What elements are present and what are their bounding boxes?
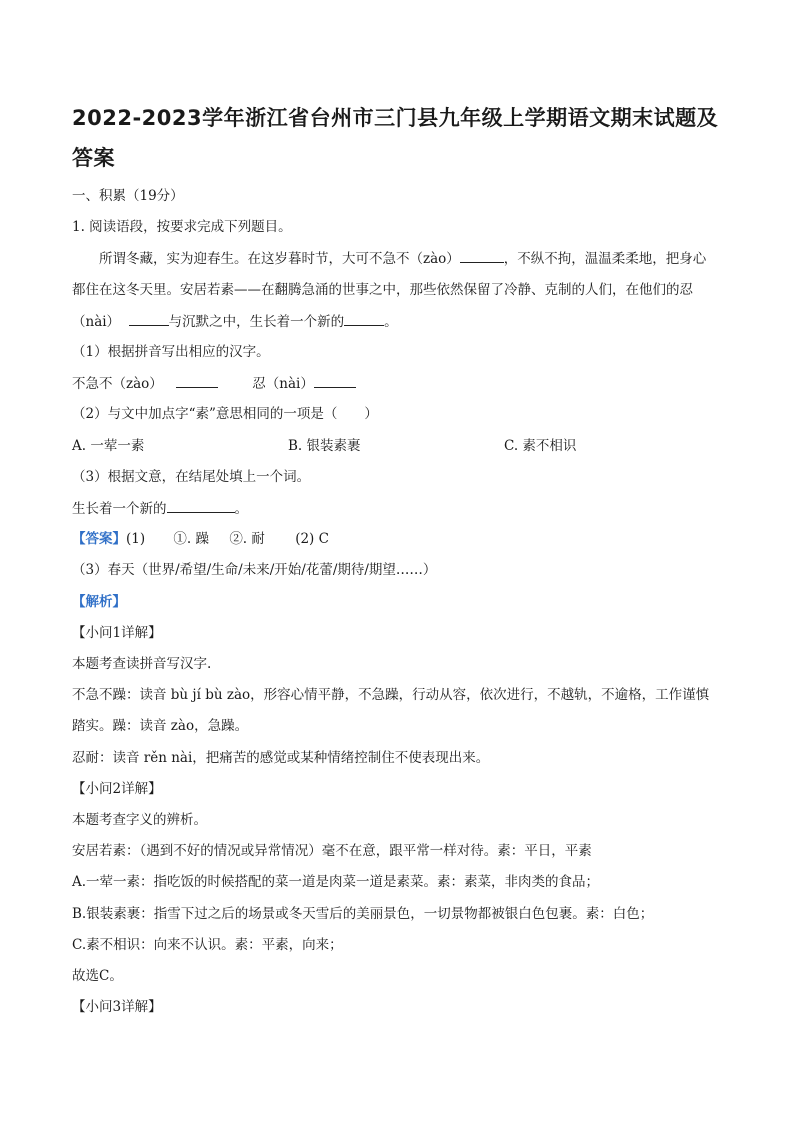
passage-line-1: 所谓冬藏，实为迎春生。在这岁暮时节，大可不急不（zào） ，不纵不拘，温温柔柔地，把身心 [99,248,706,269]
passage-line-3: （nài） 与沉默之中，生长着一个新的 。 [72,311,398,332]
sub-analysis-3-heading: 【小问3详解】 [72,999,162,1015]
answer-line-3: （3）春天（世界/希望/生命/未来/开始/花蕾/期待/期望……） [72,562,437,578]
option-c: C. 素不相识 [504,438,577,454]
sub-question-1: （1）根据拼音写出相应的汉字。 [72,344,270,360]
analysis-2-text-1: 本题考查字义的辨析。 [72,812,207,828]
analysis-1-text-1: 本题考查读拼音写汉字. [72,656,212,672]
question-1: 1. 阅读语段，按要求完成下列题目。 [72,219,292,235]
answer-line: 【答案】(1) ①. 躁 ②. 耐 (2) C [72,531,329,547]
blank-nai[interactable] [129,311,169,326]
sub-question-3-blank: 生长着一个新的 。 [72,498,248,519]
sub-question-3: （3）根据文意，在结尾处填上一个词。 [72,469,311,485]
analysis-1-text-4: 忍耐：读音 rěn nài，把痛苦的感觉或某种情绪控制住不使表现出来。 [72,750,490,766]
analysis-1-text-2: 不急不躁：读音 bù jí bù zào，形容心情平静，不急躁，行动从容，依次进行，不越轨，不逾格，工作谨慎 [72,687,710,703]
analysis-1-text-3: 踏实。躁：读音 zào，急躁。 [72,718,249,734]
answer-blank-new-word[interactable] [167,498,235,513]
answer-label: 【答案】 [72,531,126,547]
analysis-2-text-6: 故选C。 [72,968,123,984]
sub-question-1-blanks: 不急不（zào） 忍（nài） [72,373,356,394]
analysis-2-text-2: 安居若素：（遇到不好的情况或异常情况）毫不在意，跟平常一样对待。素：平日，平素 [72,843,592,859]
answer-blank-zao[interactable] [176,373,218,388]
blank-zao[interactable] [460,248,504,263]
blank-new-word[interactable] [344,311,384,326]
option-a: A. 一荤一素 [72,438,145,454]
option-b: B. 银装素裹 [288,438,361,454]
analysis-2-text-4: B.银装素裹：指雪下过之后的场景或冬天雪后的美丽景色，一切景物都被银白色包裹。素：白色； [72,906,654,922]
sub-analysis-2-heading: 【小问2详解】 [72,781,162,797]
section-heading: 一、积累（19分） [72,188,184,204]
sub-question-2: （2）与文中加点字“素”意思相同的一项是（ ） [72,406,378,422]
passage-line-2: 都住在这冬天里。安居若素——在翻腾急涌的世事之中，那些依然保留了冷静、克制的人们，在他们的忍 [72,282,693,298]
answer-blank-nai[interactable] [314,373,356,388]
sub-analysis-1-heading: 【小问1详解】 [72,625,162,641]
analysis-2-text-3: A.一荤一素：指吃饭的时候搭配的菜一道是肉菜一道是素菜。素：素菜，非肉类的食品； [72,874,600,890]
analysis-2-text-5: C.素不相识：向来不认识。素：平素，向来； [72,937,343,953]
analysis-label: 【解析】 [72,594,126,610]
document-title: 2022-2023学年浙江省台州市三门县九年级上学期语文期末试题及答案 [72,106,719,170]
